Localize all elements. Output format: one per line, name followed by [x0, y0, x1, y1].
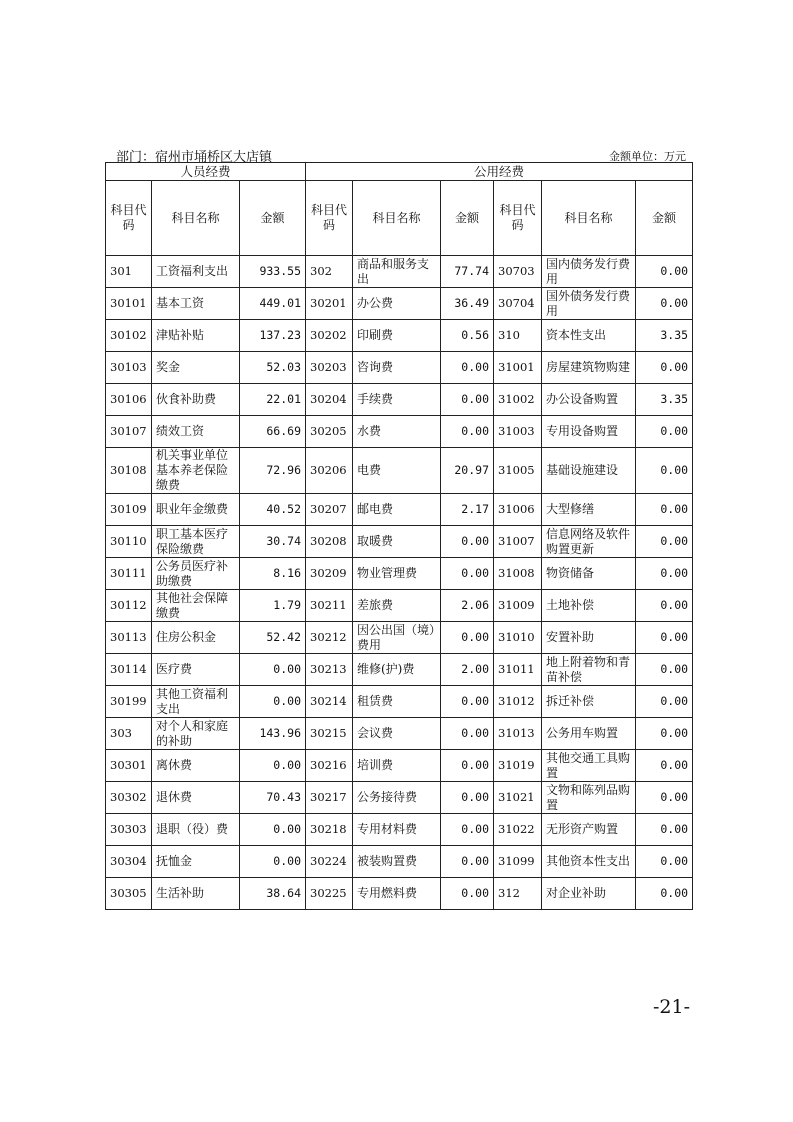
amount-cell: 2.00: [441, 654, 494, 686]
amount-cell: 2.17: [441, 494, 494, 526]
amount-cell: 40.52: [240, 494, 306, 526]
subject-code-cell: 302: [306, 256, 353, 288]
table-row: [106, 718, 693, 750]
subject-name-cell: 津贴补贴: [152, 320, 240, 352]
page-number: -21-: [652, 996, 690, 1018]
subject-name-cell: 物业管理费: [353, 558, 441, 590]
subject-name-cell: 会议费: [353, 718, 441, 750]
amount-cell: 0.00: [636, 654, 693, 686]
subject-name-cell: 被装购置费: [353, 846, 441, 878]
amount-unit-label: 金额单位：万元: [609, 150, 686, 163]
amount-cell: 449.01: [240, 288, 306, 320]
col-header-code: 科目代码: [306, 181, 353, 256]
subject-name-cell: 对个人和家庭的补助: [152, 718, 240, 750]
table-row: [106, 622, 693, 654]
amount-cell: 0.00: [240, 846, 306, 878]
subject-name-cell: 对企业补助: [542, 878, 636, 910]
subject-code-cell: 31009: [494, 590, 542, 622]
amount-cell: 0.00: [636, 622, 693, 654]
table-row: [106, 654, 693, 686]
subject-code-cell: 30203: [306, 352, 353, 384]
subject-name-cell: 其他资本性支出: [542, 846, 636, 878]
subject-name-cell: 安置补助: [542, 622, 636, 654]
subject-code-cell: 30209: [306, 558, 353, 590]
amount-cell: 137.23: [240, 320, 306, 352]
subject-code-cell: 303: [106, 718, 152, 750]
amount-cell: 0.00: [441, 814, 494, 846]
subject-code-cell: 30201: [306, 288, 353, 320]
subject-code-cell: 30303: [106, 814, 152, 846]
subject-code-cell: 30207: [306, 494, 353, 526]
col-header-amount: 金额: [240, 181, 306, 256]
subject-code-cell: 30106: [106, 384, 152, 416]
amount-cell: 3.35: [636, 320, 693, 352]
subject-code-cell: 31010: [494, 622, 542, 654]
amount-cell: 72.96: [240, 448, 306, 494]
subject-code-cell: 30101: [106, 288, 152, 320]
amount-cell: 0.00: [636, 416, 693, 448]
subject-code-cell: 30703: [494, 256, 542, 288]
subject-code-cell: 30206: [306, 448, 353, 494]
amount-cell: 0.00: [636, 686, 693, 718]
subject-code-cell: 30205: [306, 416, 353, 448]
subject-name-cell: 培训费: [353, 750, 441, 782]
subject-name-cell: 离休费: [152, 750, 240, 782]
subject-code-cell: 310: [494, 320, 542, 352]
amount-cell: 0.00: [636, 590, 693, 622]
table-row: [106, 782, 693, 814]
subject-name-cell: 手续费: [353, 384, 441, 416]
subject-code-cell: 30108: [106, 448, 152, 494]
subject-name-cell: 无形资产购置: [542, 814, 636, 846]
amount-cell: 22.01: [240, 384, 306, 416]
amount-cell: 0.00: [636, 256, 693, 288]
subject-name-cell: 地上附着物和青苗补偿: [542, 654, 636, 686]
table-row: [106, 750, 693, 782]
subject-code-cell: 30215: [306, 718, 353, 750]
subject-code-cell: 31006: [494, 494, 542, 526]
subject-code-cell: 31001: [494, 352, 542, 384]
subject-name-cell: 基本工资: [152, 288, 240, 320]
amount-cell: 0.00: [636, 448, 693, 494]
table-row: [106, 256, 693, 288]
col-header-amount: 金额: [441, 181, 494, 256]
amount-cell: 0.00: [441, 846, 494, 878]
subject-name-cell: 专用设备购置: [542, 416, 636, 448]
subject-name-cell: 土地补偿: [542, 590, 636, 622]
table-row: [106, 846, 693, 878]
col-header-name: 科目名称: [353, 181, 441, 256]
table-row: [106, 686, 693, 718]
subject-name-cell: 印刷费: [353, 320, 441, 352]
subject-name-cell: 工资福利支出: [152, 256, 240, 288]
subject-name-cell: 商品和服务支出: [353, 256, 441, 288]
amount-cell: 0.00: [441, 526, 494, 558]
subject-name-cell: 办公费: [353, 288, 441, 320]
amount-cell: 77.74: [441, 256, 494, 288]
subject-code-cell: 31022: [494, 814, 542, 846]
table-row: [106, 814, 693, 846]
subject-code-cell: 30302: [106, 782, 152, 814]
subject-name-cell: 奖金: [152, 352, 240, 384]
subject-code-cell: 30114: [106, 654, 152, 686]
amount-cell: 3.35: [636, 384, 693, 416]
amount-cell: 0.00: [636, 718, 693, 750]
amount-cell: 30.74: [240, 526, 306, 558]
subject-name-cell: 资本性支出: [542, 320, 636, 352]
col-header-amount: 金额: [636, 181, 693, 256]
subject-name-cell: 办公设备购置: [542, 384, 636, 416]
amount-cell: 143.96: [240, 718, 306, 750]
subject-code-cell: 31005: [494, 448, 542, 494]
subject-code-cell: 30202: [306, 320, 353, 352]
amount-cell: 0.00: [240, 686, 306, 718]
subject-name-cell: 其他工资福利支出: [152, 686, 240, 718]
subject-code-cell: 30103: [106, 352, 152, 384]
amount-cell: 933.55: [240, 256, 306, 288]
subject-code-cell: 30225: [306, 878, 353, 910]
subject-code-cell: 30204: [306, 384, 353, 416]
amount-cell: 52.03: [240, 352, 306, 384]
amount-cell: 0.00: [441, 416, 494, 448]
subject-code-cell: 31002: [494, 384, 542, 416]
amount-cell: 0.00: [441, 718, 494, 750]
subject-code-cell: 30109: [106, 494, 152, 526]
table-row: [106, 526, 693, 558]
subject-name-cell: 物资储备: [542, 558, 636, 590]
subject-name-cell: 国内债务发行费用: [542, 256, 636, 288]
subject-name-cell: 邮电费: [353, 494, 441, 526]
subject-name-cell: 电费: [353, 448, 441, 494]
amount-cell: 20.97: [441, 448, 494, 494]
amount-cell: 36.49: [441, 288, 494, 320]
subject-name-cell: 租赁费: [353, 686, 441, 718]
amount-cell: 0.00: [441, 384, 494, 416]
subject-code-cell: 30224: [306, 846, 353, 878]
col-header-name: 科目名称: [152, 181, 240, 256]
amount-cell: 2.06: [441, 590, 494, 622]
amount-cell: 0.00: [240, 814, 306, 846]
subject-name-cell: 机关事业单位基本养老保险缴费: [152, 448, 240, 494]
subject-code-cell: 30208: [306, 526, 353, 558]
table-row: [106, 878, 693, 910]
amount-cell: 0.00: [441, 622, 494, 654]
amount-cell: 0.00: [636, 750, 693, 782]
subject-name-cell: 文物和陈列品购置: [542, 782, 636, 814]
table-row: [106, 288, 693, 320]
subject-name-cell: 水费: [353, 416, 441, 448]
subject-code-cell: 31012: [494, 686, 542, 718]
subject-code-cell: 30217: [306, 782, 353, 814]
section-personnel: 人员经费: [106, 163, 306, 181]
subject-code-cell: 31013: [494, 718, 542, 750]
table-row: [106, 558, 693, 590]
subject-code-cell: 30111: [106, 558, 152, 590]
amount-cell: 66.69: [240, 416, 306, 448]
amount-cell: 0.00: [441, 686, 494, 718]
subject-code-cell: 31019: [494, 750, 542, 782]
amount-cell: 0.00: [636, 878, 693, 910]
section-header-row: [106, 163, 693, 181]
subject-code-cell: 31021: [494, 782, 542, 814]
amount-cell: 0.00: [636, 814, 693, 846]
col-header-code: 科目代码: [494, 181, 542, 256]
subject-code-cell: 30110: [106, 526, 152, 558]
subject-name-cell: 专用材料费: [353, 814, 441, 846]
amount-cell: 0.00: [636, 782, 693, 814]
subject-name-cell: 专用燃料费: [353, 878, 441, 910]
amount-cell: 0.00: [240, 654, 306, 686]
amount-cell: 0.00: [240, 750, 306, 782]
subject-name-cell: 房屋建筑物购建: [542, 352, 636, 384]
subject-code-cell: 30301: [106, 750, 152, 782]
table-row: [106, 352, 693, 384]
subject-code-cell: 30102: [106, 320, 152, 352]
subject-name-cell: 维修(护)费: [353, 654, 441, 686]
subject-code-cell: 30211: [306, 590, 353, 622]
subject-name-cell: 因公出国（境）费用: [353, 622, 441, 654]
amount-cell: 0.00: [441, 352, 494, 384]
amount-cell: 38.64: [240, 878, 306, 910]
amount-cell: 70.43: [240, 782, 306, 814]
department-label: 部门：宿州市埇桥区大店镇: [116, 150, 273, 165]
subject-name-cell: 医疗费: [152, 654, 240, 686]
amount-cell: 0.00: [441, 750, 494, 782]
subject-name-cell: 其他社会保障缴费: [152, 590, 240, 622]
amount-cell: 52.42: [240, 622, 306, 654]
col-header-code: 科目代码: [106, 181, 152, 256]
column-header-row: [106, 181, 693, 256]
amount-cell: 0.00: [441, 558, 494, 590]
subject-name-cell: 生活补助: [152, 878, 240, 910]
amount-cell: 1.79: [240, 590, 306, 622]
table-row: [106, 384, 693, 416]
subject-name-cell: 公务接待费: [353, 782, 441, 814]
subject-code-cell: 30216: [306, 750, 353, 782]
subject-code-cell: 30213: [306, 654, 353, 686]
subject-name-cell: 差旅费: [353, 590, 441, 622]
amount-cell: 0.00: [636, 846, 693, 878]
subject-code-cell: 30112: [106, 590, 152, 622]
subject-code-cell: 30218: [306, 814, 353, 846]
subject-code-cell: 31011: [494, 654, 542, 686]
subject-code-cell: 312: [494, 878, 542, 910]
subject-name-cell: 退休费: [152, 782, 240, 814]
amount-cell: 0.00: [636, 288, 693, 320]
table-row: [106, 590, 693, 622]
amount-cell: 0.00: [636, 494, 693, 526]
amount-cell: 8.16: [240, 558, 306, 590]
subject-code-cell: 301: [106, 256, 152, 288]
subject-name-cell: 基础设施建设: [542, 448, 636, 494]
subject-code-cell: 30305: [106, 878, 152, 910]
table-row: [106, 320, 693, 352]
subject-code-cell: 31007: [494, 526, 542, 558]
subject-name-cell: 取暖费: [353, 526, 441, 558]
subject-code-cell: 30214: [306, 686, 353, 718]
subject-name-cell: 退职（役）费: [152, 814, 240, 846]
subject-name-cell: 拆迁补偿: [542, 686, 636, 718]
amount-cell: 0.00: [441, 782, 494, 814]
subject-name-cell: 咨询费: [353, 352, 441, 384]
budget-table: [105, 162, 693, 910]
subject-code-cell: 30212: [306, 622, 353, 654]
subject-code-cell: 30107: [106, 416, 152, 448]
amount-cell: 0.00: [636, 526, 693, 558]
table-row: [106, 416, 693, 448]
subject-name-cell: 公务用车购置: [542, 718, 636, 750]
subject-name-cell: 绩效工资: [152, 416, 240, 448]
amount-cell: 0.00: [636, 352, 693, 384]
amount-cell: 0.00: [441, 878, 494, 910]
table-row: [106, 448, 693, 494]
subject-name-cell: 公务员医疗补助缴费: [152, 558, 240, 590]
subject-code-cell: 31008: [494, 558, 542, 590]
amount-cell: 0.00: [636, 558, 693, 590]
table-row: [106, 494, 693, 526]
subject-code-cell: 30704: [494, 288, 542, 320]
subject-name-cell: 国外债务发行费用: [542, 288, 636, 320]
subject-code-cell: 30199: [106, 686, 152, 718]
subject-code-cell: 30304: [106, 846, 152, 878]
col-header-name: 科目名称: [542, 181, 636, 256]
amount-cell: 0.56: [441, 320, 494, 352]
section-public: 公用经费: [306, 163, 693, 181]
subject-code-cell: 31003: [494, 416, 542, 448]
subject-name-cell: 其他交通工具购置: [542, 750, 636, 782]
subject-name-cell: 信息网络及软件购置更新: [542, 526, 636, 558]
subject-name-cell: 伙食补助费: [152, 384, 240, 416]
subject-name-cell: 大型修缮: [542, 494, 636, 526]
subject-name-cell: 职工基本医疗保险缴费: [152, 526, 240, 558]
subject-code-cell: 30113: [106, 622, 152, 654]
subject-name-cell: 抚恤金: [152, 846, 240, 878]
subject-name-cell: 住房公积金: [152, 622, 240, 654]
subject-code-cell: 31099: [494, 846, 542, 878]
subject-name-cell: 职业年金缴费: [152, 494, 240, 526]
